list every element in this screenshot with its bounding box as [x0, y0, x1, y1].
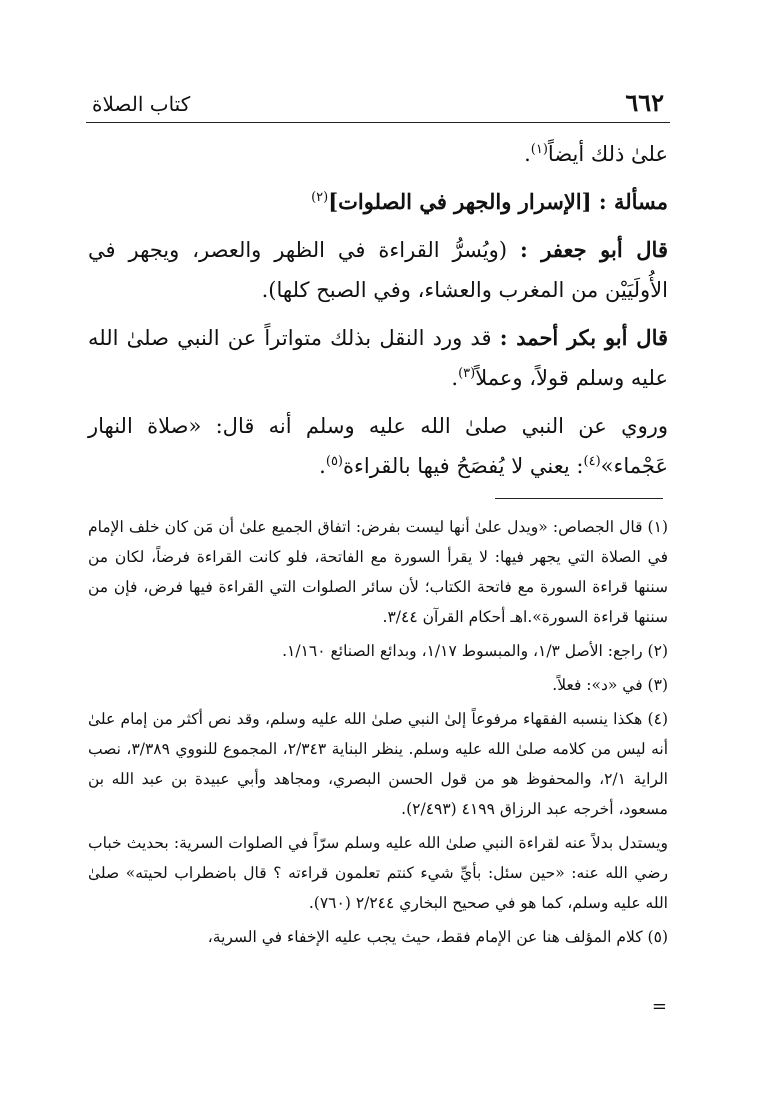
paragraph-5-end: .	[319, 454, 326, 478]
paragraph-1-end: .	[524, 142, 531, 166]
paragraph-4-text: قد ورد النقل بذلك متواتراً عن النبي صلىٰ الله عليه وسلم قولاً، وعملاً	[88, 326, 668, 390]
footnote-ref-3: (٣)	[458, 366, 476, 381]
main-text	[88, 134, 668, 494]
footnote-5: (٥) كلام المؤلف هنا عن الإمام فقط، حيث يجب عليه الإخفاء في السرية،	[207, 928, 668, 946]
paragraph-4	[88, 318, 668, 398]
footnote-divider	[495, 498, 663, 499]
paragraph-2	[88, 182, 668, 222]
footnote-ref-1: (١)	[530, 142, 548, 157]
paragraph-4-end: .	[451, 366, 459, 390]
continuation-mark: =	[651, 996, 667, 1017]
footnote-ref-4: (٤)	[583, 454, 601, 469]
page-number: ٦٦٢	[625, 88, 664, 117]
paragraph-3	[88, 230, 668, 310]
paragraph-5-text: وروي عن النبي صلىٰ الله عليه وسلم أنه قال: «صلاة النهار عَجْماء»	[88, 414, 668, 478]
issue-heading: مسألة : [الإسرار والجهر في الصلوات]	[328, 189, 668, 214]
footnote-4: (٤) هكذا ينسبه الفقهاء مرفوعاً إلىٰ النبي صلىٰ الله عليه وسلم، وقد نص أكثر من إمام علىٰ أنه ليس من كلامه صلىٰ الله عليه وسلم. ينظر البناية ٢/٣٤٣، المجموع للنووي ٣/٣٨٩، نصب الراية ٢/١، والمحفوظ هو من قول الحسن البصري، ومجاهد وأبي عبيدة بن عبد الله بن مسعود، أخرجه عبد الرزاق ٤١٩٩ (٢/٤٩٣).	[88, 710, 669, 818]
footnote-2: (٢) راجع: الأصل ١/٣، والمبسوط ١/١٧، وبدائع الصنائع ١/١٦٠.	[282, 642, 668, 660]
footnote-ref-5: (٥)	[325, 454, 343, 469]
paragraph-1-text: علىٰ ذلك أيضاً	[547, 142, 668, 166]
page-header	[86, 88, 670, 123]
footnote-3: (٣) في «د»: فعلاً.	[552, 676, 668, 694]
footnotes	[88, 512, 668, 956]
running-title: كتاب الصلاة	[92, 92, 191, 116]
speaker-abu-jafar: قال أبو جعفر :	[519, 237, 668, 262]
footnote-4-continued: ويستدل بدلاً عنه لقراءة النبي صلىٰ الله عليه وسلم سرّاً في الصلوات السرية: بحديث خباب رضي الله عنه: «حين سئل: بأيِّ شيء كنتم تعلمون قراءته ؟ قال باضطراب لحيته» صلىٰ الله عليه وسلم، كما هو في صحيح البخاري ٢/٢٤٤ (٧٦٠).	[88, 834, 668, 912]
footnote-ref-2: (٢)	[311, 190, 329, 205]
paragraph-5	[88, 406, 668, 486]
paragraph-1	[88, 134, 668, 174]
paragraph-5-text-2: : يعني لا يُفصَحُ فيها بالقراءة	[343, 454, 584, 478]
speaker-abu-bakr: قال أبو بكر أحمد :	[499, 325, 669, 350]
paragraph-3-text: (ويُسرُّ القراءة في الظهر والعصر، ويجهر في الأُولَيَيْن من المغرب والعشاء، وفي الصبح كلها).	[88, 238, 668, 302]
footnote-1: (١) قال الجصاص: «ويدل علىٰ أنها ليست بفرض: اتفاق الجميع علىٰ أن مَن كان خلف الإمام في الصلاة التي يجهر فيها: لا يقرأ السورة مع الفاتحة، فلو كانت القراءة فرضاً، لكان من سننها قراءة السورة مع فاتحة الكتاب؛ لأن سائر الصلوات التي القراءة فيها فرض، فإن من سننها قراءة السورة».اهـ أحكام القرآن ٣/٤٤.	[88, 518, 668, 626]
